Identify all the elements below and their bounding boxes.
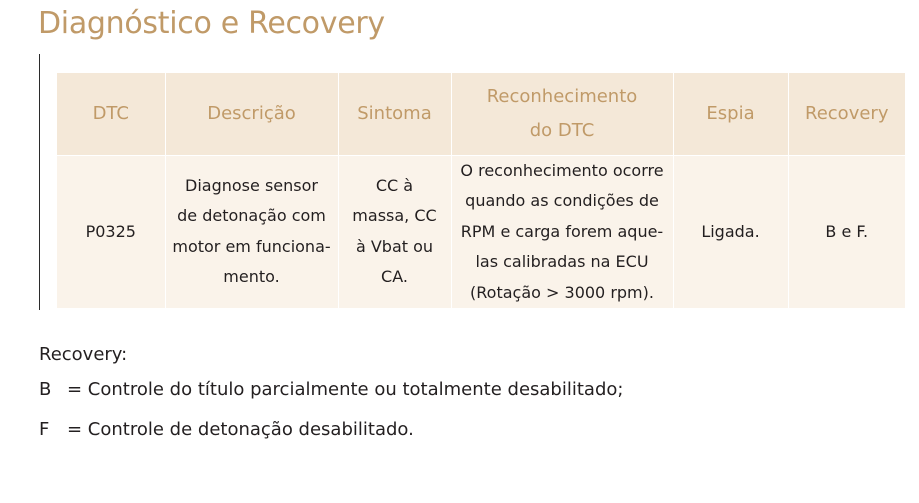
cell-line: à Vbat ou [355, 236, 434, 256]
cell-dtc: P0325 [57, 155, 165, 308]
cell-recovery: B e F. [825, 221, 869, 241]
header-reconhecimento [451, 73, 673, 155]
cell-line: (Rotação > 3000 rpm). [470, 282, 654, 302]
cell-descricao [165, 155, 338, 308]
cell-line: RPM e carga forem aque- [460, 221, 664, 241]
cell-espia: Ligada. [673, 155, 788, 308]
cell-reconhecimento [451, 155, 673, 308]
note-key: F [39, 419, 50, 440]
page-title: Diagnóstico e Recovery [38, 6, 385, 41]
cell-line: CC à [375, 175, 414, 195]
header-reconhecimento-line: Reconhecimento [486, 85, 638, 107]
cell-line: de detonação com [177, 206, 326, 226]
cell-line: quando as condições de [465, 191, 659, 210]
recovery-notes [39, 340, 623, 450]
table-row [57, 155, 905, 308]
cell-sintoma [338, 155, 451, 308]
header-recovery: Recovery [788, 73, 905, 155]
header-descricao: Descrição [165, 73, 338, 155]
cell-line: Diagnose sensor [185, 175, 318, 195]
cell-line: CA. [381, 267, 408, 287]
header-sintoma: Sintoma [338, 73, 451, 155]
notes-heading: Recovery: [39, 344, 128, 365]
note-item [39, 370, 623, 410]
left-rule [39, 54, 40, 310]
header-espia: Espia [673, 73, 788, 155]
note-text: = Controle de detonação desabilitado. [67, 419, 414, 440]
cell-line: mento. [223, 267, 280, 287]
note-text: = Controle do título parcialmente ou totalmente desabilitado; [67, 379, 624, 400]
dtc-table [57, 73, 905, 308]
cell-line: las calibradas na ECU [475, 252, 649, 271]
cell-line: O reconhecimento ocorre [460, 160, 664, 180]
table-header-row [57, 73, 905, 155]
header-reconhecimento-line: do DTC [529, 119, 595, 141]
cell-line: massa, CC [352, 206, 437, 226]
note-key: B [39, 379, 52, 400]
cell-line: motor em funciona- [172, 236, 331, 256]
header-dtc: DTC [57, 73, 165, 155]
note-item [39, 410, 623, 450]
